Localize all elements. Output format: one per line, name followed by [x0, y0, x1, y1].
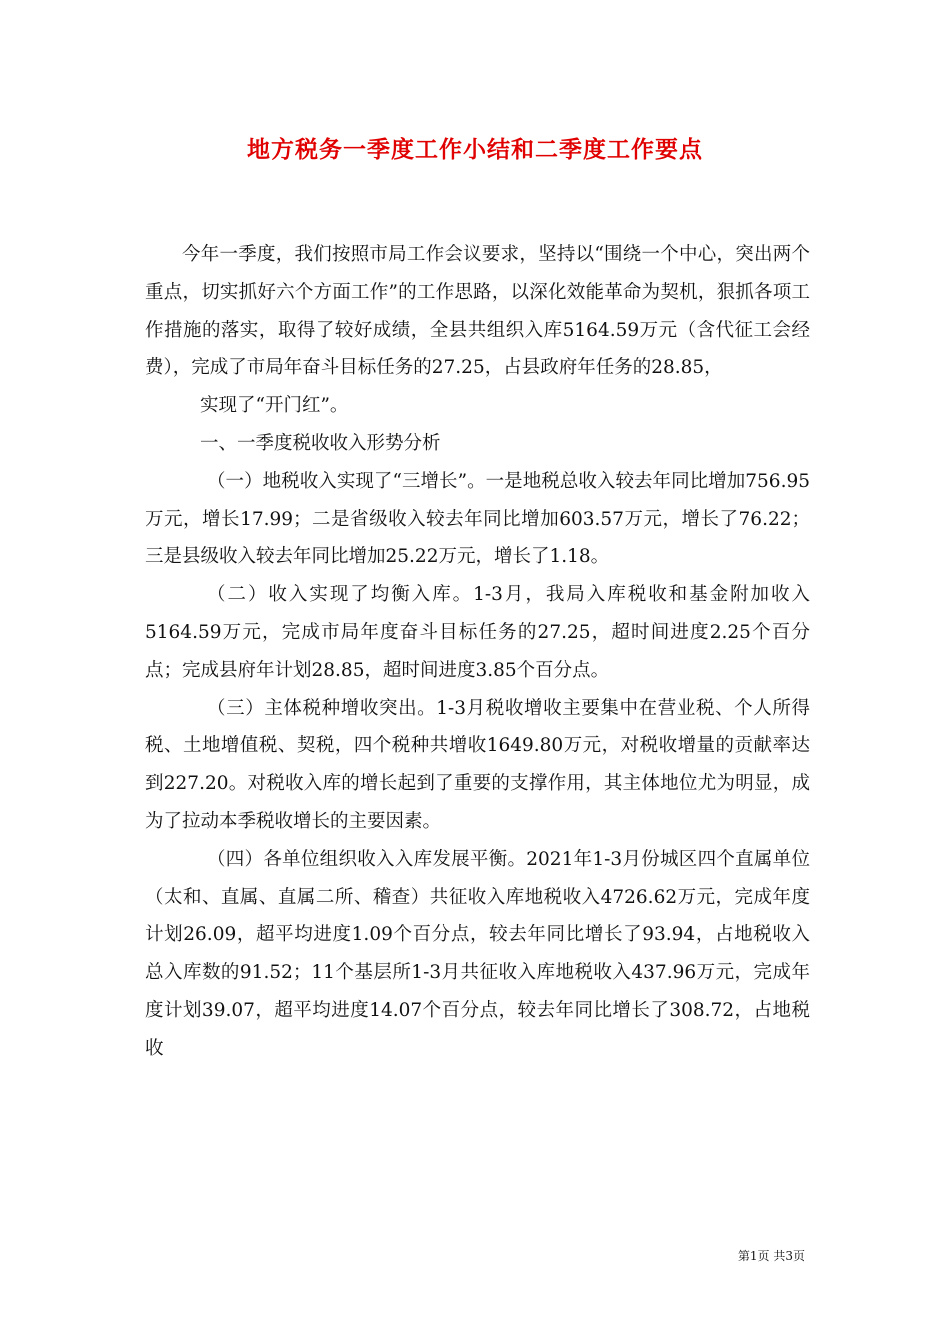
paragraph-item-3: （三）主体税种增收突出。1-3月税收增收主要集中在营业税、个人所得税、土地增值税、契税，四个税种共增收1649.80万元，对税收增量的贡献率达到227.20。对税收入库的增长起到了重要的支撑作用，其主体地位尤为明显，成为了拉动本季税收增长的主要因素。 [145, 697, 810, 832]
document-title: 地方税务一季度工作小结和二季度工作要点 [247, 136, 703, 163]
paragraph-item-4: （四）各单位组织收入入库发展平衡。2021年1-3月份城区四个直属单位（太和、直属、直属二所、稽查）共征收入库地税收入4726.62万元，完成年度计划26.09，超平均进度1.09个百分点，较去年同比增长了93.94，占地税收入总入库数的91.52；11个基层所1-3月共征收入库地税收入437.96万元，完成年度计划39.07，超平均进度14.07个百分点，较去年同比增长了308.72，占地税收 [145, 848, 810, 1059]
paragraph-item-2: （二）收入实现了均衡入库。1-3月，我局入库税收和基金附加收入5164.59万元，完成市局年度奋斗目标任务的27.25，超时间进度2.25个百分点；完成县府年计划28.85，超时间进度3.85个百分点。 [145, 584, 810, 681]
section-heading: 一、一季度税收收入形势分析 [200, 432, 441, 454]
paragraph-success: 实现了“开门红”。 [200, 395, 349, 417]
document-body [145, 236, 810, 1068]
page-number: 第1页 共3页 [737, 1249, 805, 1263]
paragraph-item-1: （一）地税收入实现了“三增长”。一是地税总收入较去年同比增加756.95万元，增长17.99；二是省级收入较去年同比增加603.57万元，增长了76.22；三是县级收入较去年同比增加25.22万元，增长了1.18。 [145, 470, 810, 568]
paragraph-intro: 今年一季度，我们按照市局工作会议要求，坚持以“围绕一个中心，突出两个重点，切实抓好六个方面工作”的工作思路，以深化效能革命为契机，狠抓各项工作措施的落实，取得了较好成绩，全县共组织入库5164.59万元（含代征工会经费），完成了市局年奋斗目标任务的27.25，占县政府年任务的28.85， [145, 244, 810, 379]
